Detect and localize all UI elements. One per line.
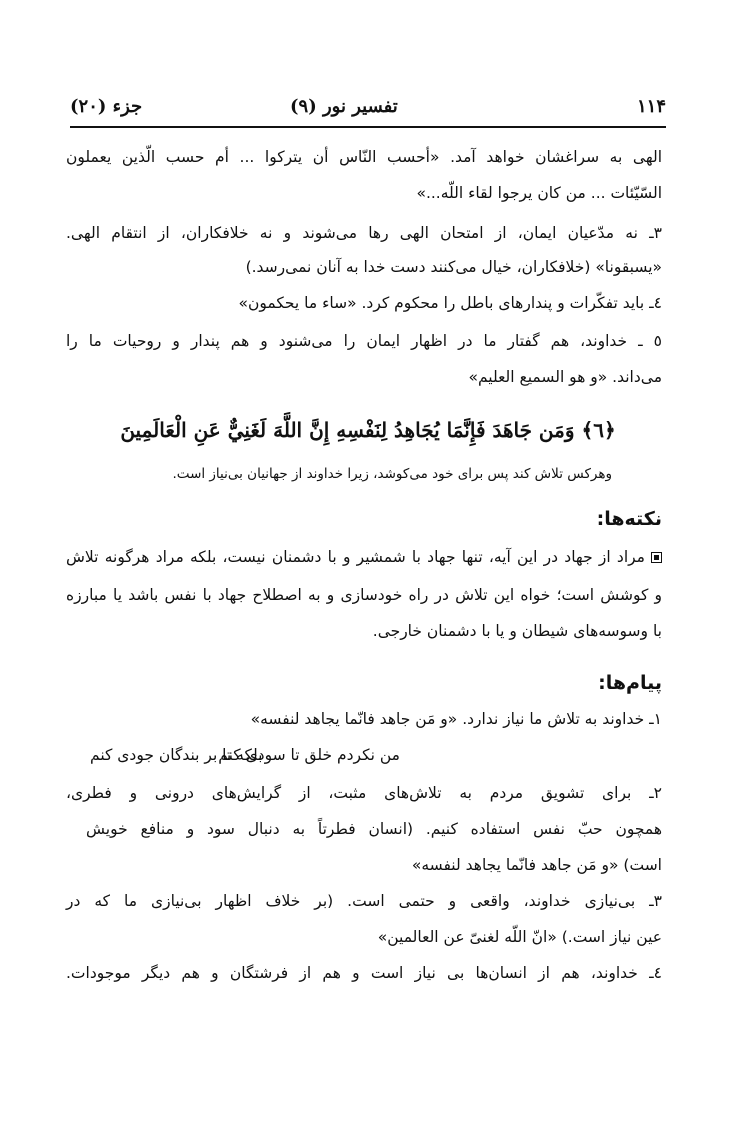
square-bullet-icon xyxy=(651,552,662,563)
message-line: است) «و مَن جاهد فانّما يجاهد لنفسه» xyxy=(411,856,662,874)
text-line: ۳ـ نه مدّعیان ایمان، از امتحان الهی رها می‌شوند و نه خلافکاران، از انتقام الهی. xyxy=(66,224,662,242)
text-line: ٤ـ باید تفکّرات و پندارهای باطل را محکوم کرد. «ساء ما يحكمون» xyxy=(238,294,662,312)
verse-translation: وهرکس تلاش کند پس برای خود می‌کوشد، زیرا خداوند از جهانیان بی‌نیاز است. xyxy=(172,466,612,482)
note-line: و کوشش است؛ خواه این تلاش در راه خودسازی و به اصطلاح جهاد با نفس باشد یا مبارزه xyxy=(66,586,662,604)
messages-heading: پیام‌ها: xyxy=(598,672,662,694)
message-line: ۳ـ بی‌نیازی خداوند، واقعی و حتمی است. (بر خلاف اظهار بی‌نیازی ما که در xyxy=(66,892,662,910)
poem-hemistich-right: من نکردم خلق تا سودی کنم xyxy=(218,746,400,764)
poem-hemistich-left: بلکه تا بر بندگان جودی کنم xyxy=(90,746,263,764)
message-line: ۲ـ برای تشویق مردم به تلاش‌های مثبت، از گرایش‌های درونی و فطری، xyxy=(66,784,662,802)
message-line: ۱ـ خداوند به تلاش ما نیاز ندارد. «و مَن جاهد فانّما يجاهد لنفسه» xyxy=(250,710,662,728)
text-line: السّيّئات ... من كان يرجوا لقاء اللّه...» xyxy=(416,184,662,202)
text-line: الهی به سراغشان خواهد آمد. «أحسب النّاس أن يتركوا ... أم حسب الّذين يعملون xyxy=(66,148,662,166)
page-header xyxy=(70,96,666,126)
message-line: همچون حبّ نفس استفاده کنیم. (انسان فطرتاً به دنبال سود و منافع خویش xyxy=(86,820,662,838)
quran-verse: ﴿٦﴾ وَمَن جَاهَدَ فَإِنَّمَا يُجَاهِدُ لِنَفْسِهِ إِنَّ اللَّهَ لَغَنِيٌّ عَنِ الْعَالَمِينَ xyxy=(120,418,616,442)
juz-label: جزء (۲۰) xyxy=(70,96,143,117)
text-line: «يسبقونا» (خلافکاران، خیال می‌کنند دست خدا به آنان نمی‌رسد.) xyxy=(245,258,662,276)
page-number: ۱۱۴ xyxy=(636,96,666,117)
notes-heading: نکته‌ها: xyxy=(596,508,662,530)
text-line: ٥ ـ خداوند، هم گفتار ما در اظهار ایمان را می‌شنود و هم پندار و روحیات ما را xyxy=(66,332,662,350)
note-line: با وسوسه‌های شیطان و یا با دشمنان خارجی. xyxy=(372,622,662,640)
header-rule xyxy=(70,126,666,128)
message-line: ٤ـ خداوند، هم از انسان‌ها بی نیاز است و هم از فرشتگان و هم دیگر موجودات. xyxy=(66,964,662,982)
book-title: تفسیر نور (۹) xyxy=(290,96,398,117)
text-line: می‌داند. «و هو السميع العليم» xyxy=(468,368,662,386)
message-line: عین نیاز است.) «انّ اللّه لغنىّ عن العالمين» xyxy=(377,928,662,946)
note-line: مراد از جهاد در این آیه، تنها جهاد با شمشیر و با دشمنان نیست، بلکه مراد هرگونه تلاش xyxy=(66,548,662,566)
